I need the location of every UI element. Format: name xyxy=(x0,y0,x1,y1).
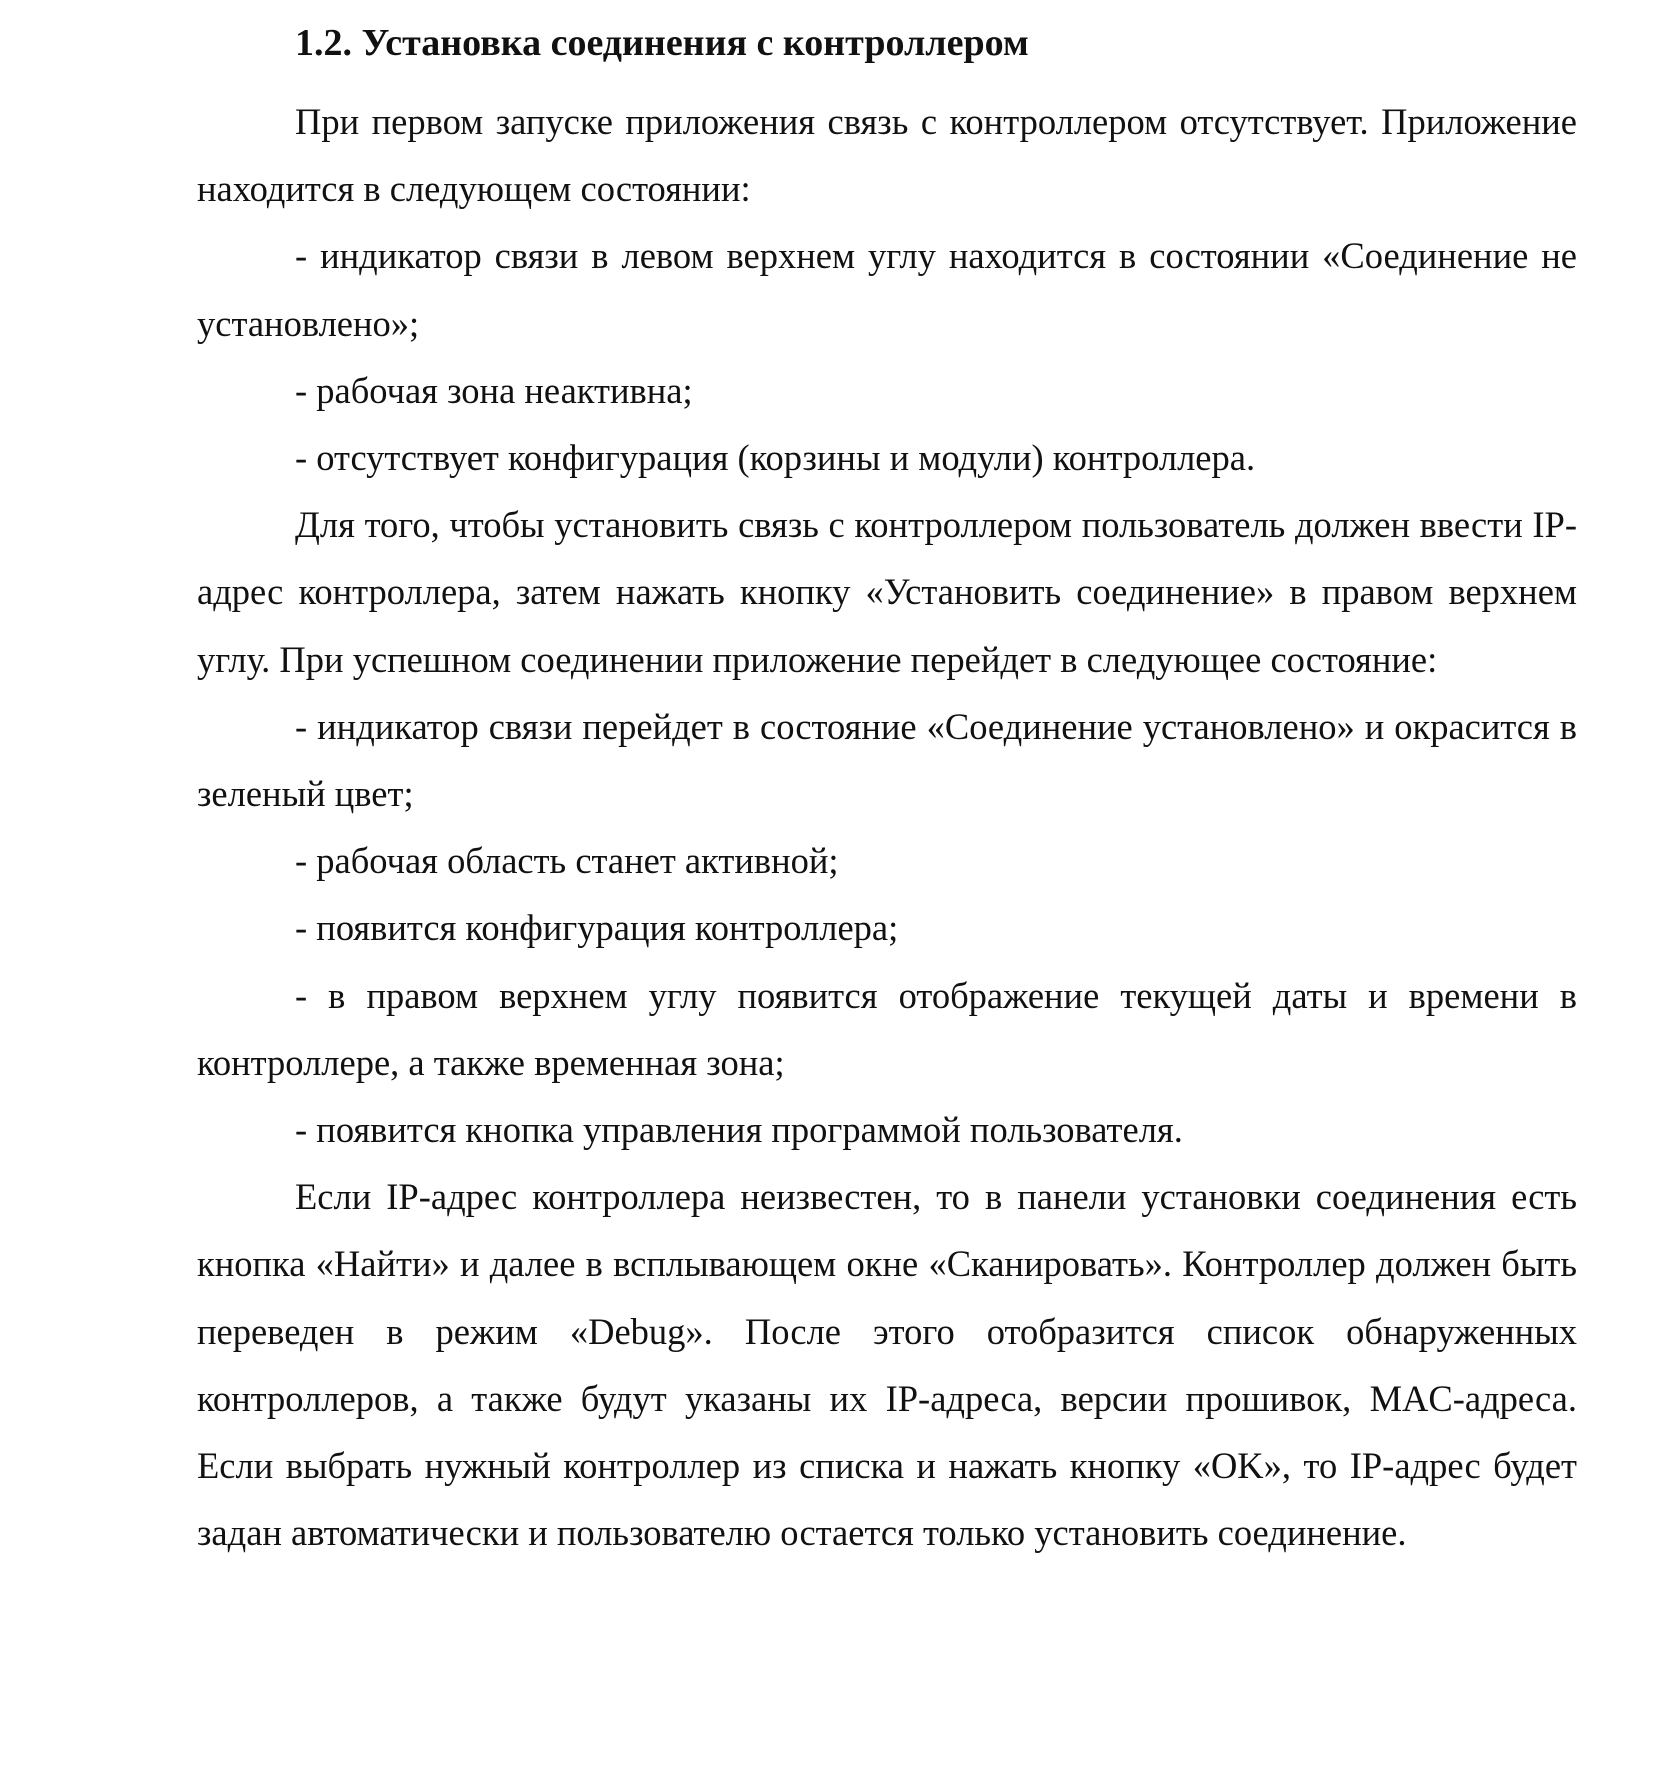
list-item-no-configuration: - отсутствует конфигурация (корзины и модули) контроллера. xyxy=(295,437,1256,479)
list-item-workarea-active: - рабочая область станет активной; xyxy=(295,840,839,882)
list-item-program-button-appears: - появится кнопка управления программой пользователя. xyxy=(295,1109,1183,1151)
section-heading: 1.2. Установка соединения с контроллером xyxy=(295,22,1029,64)
paragraph-connect-instructions: Для того, чтобы установить связь с контроллером пользователь должен ввести IP-адрес контроллера, затем нажать кнопку «Установить соединение» в правом верхнем углу. При успешном соединении приложение перейдет в следующее состояние: xyxy=(197,504,1577,680)
list-item-workzone-inactive: - рабочая зона неактивна; xyxy=(295,369,693,411)
list-item-configuration-appears: - появится конфигурация контроллера; xyxy=(295,907,899,949)
list-item-indicator-connected: - индикатор связи перейдет в состояние «Соединение установлено» и окрасится в зеленый цвет; xyxy=(197,705,1577,815)
paragraph-scan-instructions: Если IP-адрес контроллера неизвестен, то в панели установки соединения есть кнопка «Найти» и далее в всплывающем окне «Сканировать». Контроллер должен быть переведен в режим «Debug». После этого отобразится список обнаруженных контроллеров, а также будут указаны их IP-адреса, версии прошивок, MAC-адреса. Если выбрать нужный контроллер из списка и нажать кнопку «OK», то IP-адрес будет задан автоматически и пользователю остается только установить соединение. xyxy=(197,1176,1577,1554)
list-item-indicator-not-connected: - индикатор связи в левом верхнем углу находится в состоянии «Соединение не установлено»; xyxy=(197,235,1577,344)
list-item-date-time-appears: - в правом верхнем углу появится отображение текущей даты и времени в контроллере, а также временная зона; xyxy=(197,974,1577,1083)
paragraph-intro: При первом запуске приложения связь с контроллером отсутствует. Приложение находится в следующем состоянии: xyxy=(197,101,1577,210)
document-page xyxy=(197,18,1577,1566)
